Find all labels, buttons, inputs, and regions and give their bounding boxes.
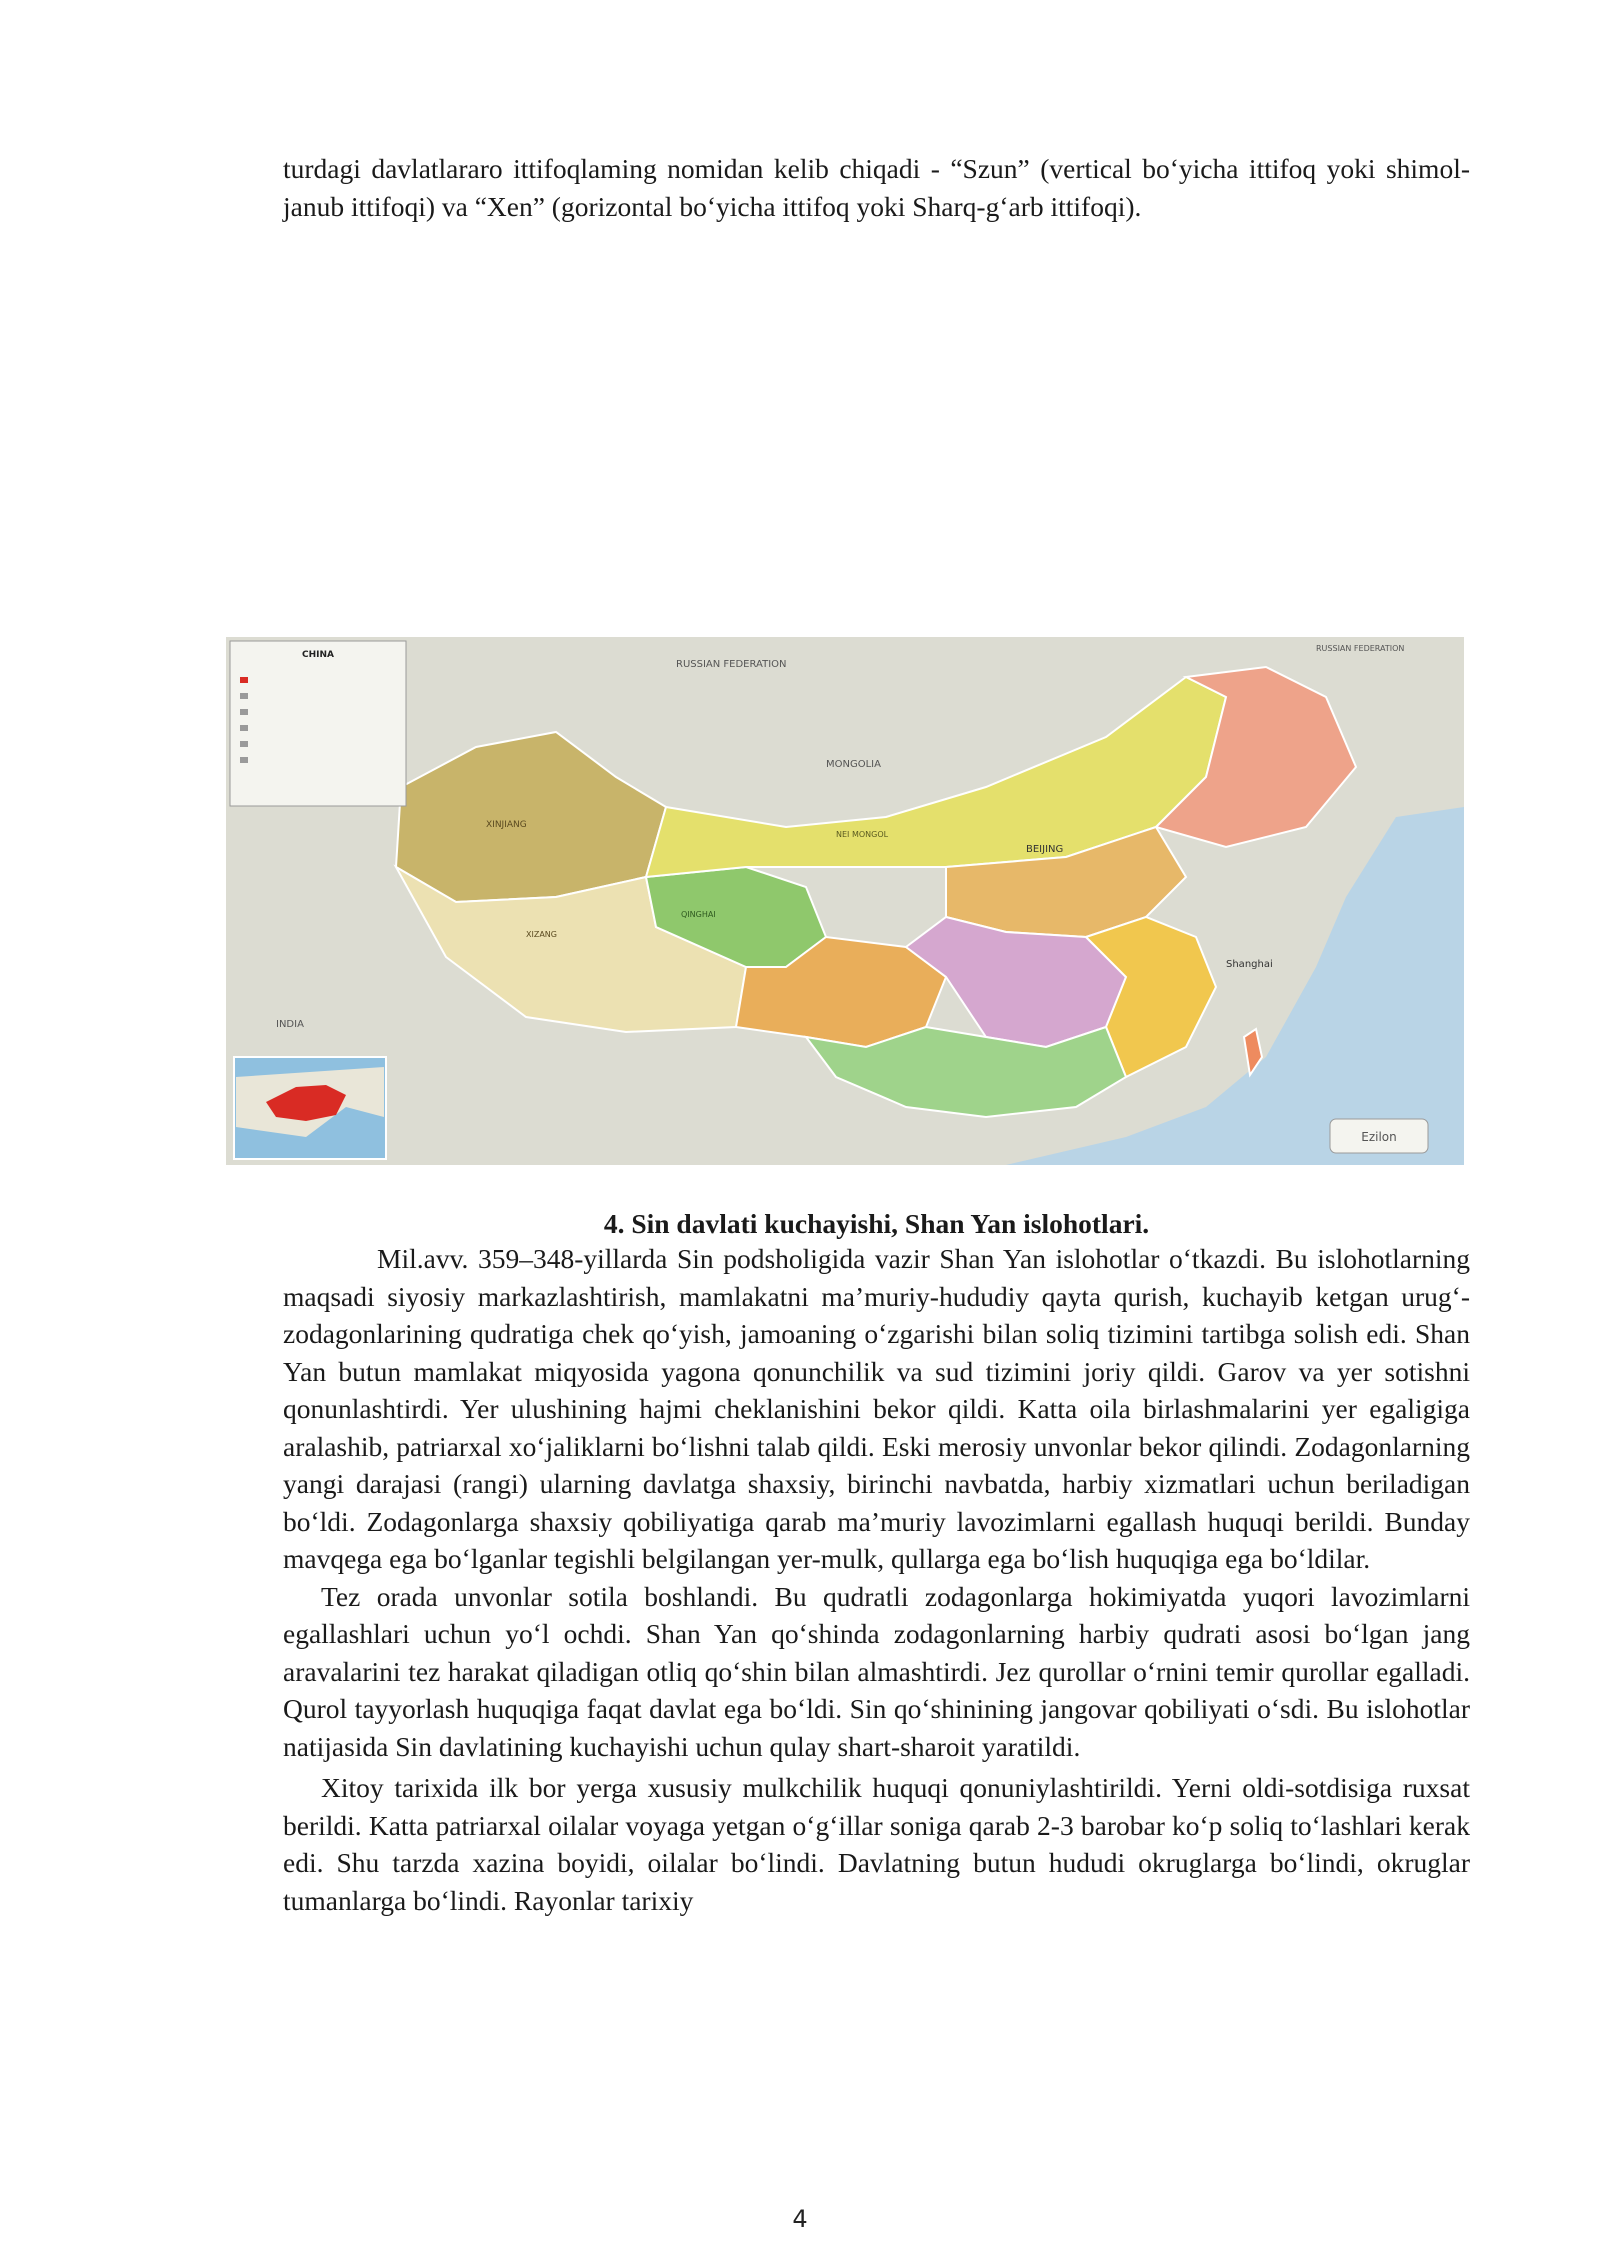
inset-locator-map [234, 1057, 386, 1159]
section-heading: 4. Sin davlati kuchayishi, Shan Yan islohotlari. [603, 1208, 1150, 1239]
paragraph: Tez orada unvonlar sotila boshlandi. Bu qudratli zodagonlarga hokimiyatda yuqori lavozimlarni egallashlari uchun yo‘l ochdi. Shan Yan qo‘shinda zodagonlarning harbiy qudrati asosi bo‘lgan jang aravalarini tez harakat qiladigan otliq qo‘shin bilan almashtirdi. Jez qurollar o‘rnini temir qurollar egalladi. Qurol tayyorlash huquqiga faqat davlat ega bo‘ldi. Sin qo‘shinining jangovar qobiliyati o‘sdi. Bu islohotlar natijasida Sin davlatining kuchayishi uchun qulay shart-sharoit yaratildi. [283, 1580, 1470, 1762]
map-legend [230, 641, 406, 806]
map-label-xinjiang: XINJIANG [486, 820, 527, 830]
map-label-beijing: BEIJING [1026, 844, 1064, 855]
body-text [283, 1240, 1470, 1919]
intro-paragraph: turdagi davlatlararo ittifoqlaming nomidan kelib chiqadi - “Szun” (vertical bo‘yicha ittifoq yoki shimol-janub ittifoqi) va “Xen” (gorizontal bo‘yicha ittifoq yoki Sharq-g‘arb ittifoqi). [283, 153, 1470, 222]
china-map [226, 637, 1464, 1165]
map-label-qinghai: QINGHAI [681, 910, 716, 919]
legend-swatch [240, 725, 248, 731]
legend-swatch [240, 677, 248, 683]
legend-swatch [240, 757, 248, 763]
paragraph: Mil.avv. 359–348-yillarda Sin podsholigida vazir Shan Yan islohotlar o‘tkazdi. Bu islohotlarning maqsadi siyosiy markazlashtirish, mamlakatni ma’muriy-hududiy qayta qurish, kuchayib ketgan urug‘-zodagonlarining qudratiga chek qo‘yish, jamoaning o‘zgarishi bilan soliq tizimini tartibga solish edi. Shan Yan butun mamlakat miqyosida yagona qonunchilik va sud tizimini joriy qildi. Garov va yer sotishni qonunlashtirdi. Yer ulushining hajmi cheklanishini bekor qildi. Katta oila birlashmalarini yer egaligiga aralashib, patriarxal xo‘jaliklarni bo‘lishni talab qildi. Eski merosiy unvonlar bekor qilindi. Zodagonlarning yangi darajasi (rangi) ularning davlatga shaxsiy, birinchi navbatda, harbiy xizmatlari uchun beriladigan bo‘ldi. Zodagonlarga shaxsiy qobiliyatiga qarab ma’muriy lavozimlarni egallash huquqi berildi. Bunday mavqega ega bo‘lganlar tegishli belgilangan yer-mulk, qullarga ega bo‘lish huquqiga ega bo‘ldilar. [283, 1243, 1470, 1574]
map-label-xizang: XIZANG [526, 930, 557, 939]
map-label-russia-west: RUSSIAN FEDERATION [676, 659, 787, 670]
map-label-russia-east: RUSSIAN FEDERATION [1316, 644, 1405, 653]
legend-title: CHINA [302, 650, 334, 660]
legend-swatch [240, 741, 248, 747]
map-label-shanghai: Shanghai [1226, 959, 1273, 970]
map-label-mongolia: MONGOLIA [826, 759, 881, 770]
legend-swatch [240, 709, 248, 715]
intro-paragraph-block [283, 150, 1470, 225]
publisher-logo [1330, 1119, 1428, 1153]
publisher-logo-text: Ezilon [1361, 1130, 1397, 1144]
legend-box [230, 641, 406, 806]
map-label-india: INDIA [276, 1019, 304, 1030]
paragraph: Xitoy tarixida ilk bor yerga xususiy mulkchilik huquqi qonuniylashtirildi. Yerni oldi-sotdisiga ruxsat berildi. Katta patriarxal oilalar voyaga yetgan o‘g‘illar soniga qarab 2-3 barobar ko‘p soliq to‘lashlari kerak edi. Shu tarzda xazina boyidi, oilalar bo‘lindi. Davlatning butun hududi okruglarga bo‘lindi, okruglar tumanlarga bo‘lindi. Rayonlar tarixiy [283, 1772, 1470, 1916]
legend-swatch [240, 693, 248, 699]
map-label-nei-mongol: NEI MONGOL [836, 830, 889, 839]
china-map-figure [226, 637, 1464, 1165]
page-number: 4 [792, 2205, 808, 2233]
